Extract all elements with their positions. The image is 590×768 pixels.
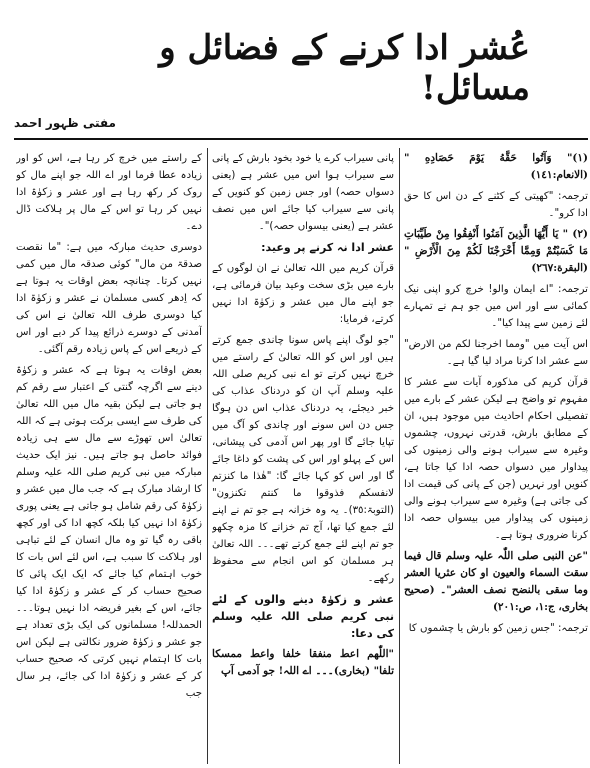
column-right	[404, 150, 588, 762]
column-left	[16, 150, 202, 762]
paragraph: اس آیت میں "ومما اخرجنا لکم من الارض" سے عشر ادا کرنا مراد لیا گیا ہے۔	[404, 339, 588, 367]
verse-1: (١)" وَآتُوا حَقَّهُ يَوْمَ حَصَادِهِ " (الانعام:١٤١)	[404, 152, 588, 181]
header-divider	[14, 138, 588, 140]
article-title: عُشر ادا کرنے کے فضائل و مسائل!	[159, 27, 530, 108]
paragraph: پانی سیراب کرے یا خود بخود بارش کے پانی سے سیراب ہوا اس میں عشر ہے (یعنی دسواں حصہ) اور جس زمین کو کنویں کے پانی سے سیراب کیا جائے اس میں نصف عشر ہے (یعنی بیسواں حصہ)"۔	[212, 153, 394, 232]
hadith: "عن النبی صلی اللّٰہ علیہ وسلم قال فیما سقت السماء والعیون او کان عثریا العشر وما سقی بالنضح نصف العشر"۔ (صحیح بخاری، ج:١، ص:٢٠١)	[404, 550, 588, 613]
section-heading: عشر و زکوٰۃ دینے والوں کے لئے نبی کریم صلی اللہ علیہ وسلم کی دعا:	[212, 593, 394, 640]
translation-3: ترجمہ: "جس زمین کو بارش یا چشموں کا	[408, 623, 588, 634]
quotation: "جو لوگ اپنے پاس سونا چاندی جمع کرتے ہیں اور اس کو اللہ تعالیٰ کے راستے میں خرچ نہیں کرتے تو اے نبی کریم صلی اللہ علیہ وسلم آپ ان کو دردناک عذاب کی خبر دیجئے، یہ دردناک عذاب اس دن ہوگا جس دن اس سونے اور چاندی کو آگ میں تپایا جائے گا اور پھر اس آدمی کی پیشانی، اس کے پہلو اور اس کی پشت کو داغا جائے گا اور اس کو کہا جائے گا: "ھٰذا ما کنزتم لانفسکم فذوقوا ما کنتم تکنزون" (التوبۃ:٣٥)۔ یہ وہ خزانہ ہے جو تم نے اپنے لئے جمع کیا تھا، آج تم خزانے کا مزہ چکھو جو تم اپنے لئے جمع کرتے تھے۔۔۔ اللہ تعالیٰ ہر مسلمان کو اس انجام سے محفوظ رکھے۔	[212, 335, 394, 584]
paragraph: کے راستے میں خرچ کر رہا ہے، اس کو اور زیادہ عطا فرما اور اے اللہ جو اپنے مال کو روک کر رکھ رہا ہے اور عشر و زکوٰۃ ادا نہیں کر رہا تو اس کے مال پر ہلاکت ڈال دے۔	[16, 153, 202, 232]
section-heading: عشر ادا نہ کرنے پر وعید:	[261, 241, 394, 254]
translation-2: ترجمہ: "اے ایمان والو! خرچ کرو اپنی نیک کمائی سے اور اس میں جو ہم نے تمہارے لئے زمین سے پیدا کیا"۔	[404, 284, 588, 329]
column-middle	[212, 150, 394, 762]
verse-2: (٢) " يَا أَيُّهَا الَّذِينَ آمَنُوا أَنْفِقُوا مِنْ طَيِّبَاتِ مَا كَسَبْتُمْ وَمِمَّا أَخْرَجْنَا لَكُمْ مِنَ الْأَرْضِ " (البقرة:٢٦٧)	[404, 228, 588, 274]
paragraph: قرآن کریم میں اللہ تعالیٰ نے ان لوگوں کے بارے میں بڑی سخت وعید بیان فرمائی ہے، جو اپنے مال میں عشر و زکوٰۃ ادا نہیں کرتے، فرمایا:	[212, 263, 394, 325]
column-divider	[399, 148, 400, 764]
author-name: مفتی ظہور احمد	[14, 116, 116, 130]
dua: "اللّٰھم اعط منفقا خلفا واعط ممسکا تلفا" (بخاری)۔۔۔ اے اللہ! جو آدمی آپ	[212, 648, 394, 677]
paragraph: دوسری حدیث مبارکہ میں ہے: "ما نقصت صدقۃ من مال" کوئی صدقہ مال میں کمی نہیں کرتا۔ چنانچہ بعض اوقات یہ ہوتا ہے کہ اِدھر کسی مسلمان نے عشر و زکوٰۃ ادا کیا دوسری طرف اللہ تعالیٰ نے اس کی آمدنی کے دوسرے ذرائع پیدا کر دیے اور اس کے ذریعے اس کے پاس زیادہ رقم آگئی۔	[16, 242, 202, 355]
column-divider	[207, 148, 208, 764]
paragraph: قرآن کریم کی مذکورہ آیات سے عشر کا مفہوم تو واضح ہے لیکن عشر کے بارے میں تفصیلی احکام احادیث میں موجود ہیں، ان کے مطابق بارش، قدرتی نہروں، چشموں وغیرہ سے سیراب ہونے والی زمینوں کی پیداوار میں دسواں حصہ ادا کیا جاتا ہے، کنویں اور نہریں (جن کے پانی کی قیمت ادا کی جاتی ہے) وغیرہ سے سیراب ہونے والی زمینوں کی پیداوار میں بیسواں حصہ ادا کرنا ضروری ہوتا ہے۔	[404, 377, 588, 541]
translation-1: ترجمہ: "کھیتی کے کٹنے کے دن اس کا حق ادا کرو"۔	[404, 191, 588, 219]
paragraph: بعض اوقات یہ ہوتا ہے کہ عشر و زکوٰۃ دینے سے اگرچہ گنتی کے اعتبار سے رقم کم ہو جاتی ہے لیکن بقیہ مال میں اللہ تعالیٰ کی طرف سے ایسی برکت ہوتی ہے کہ اللہ تعالیٰ اس تھوڑے سے مال سے ہی زیادہ فوائد حاصل ہو جاتے ہیں۔ نیز ایک حدیث مبارکہ میں نبی کریم صلی اللہ علیہ وسلم کا ارشاد مبارک ہے کہ جب مال میں عشر و زکوٰۃ کی رقم شامل ہو جاتی ہے یعنی پوری زکوٰۃ ادا نہیں کیا بلکہ کچھ ادا کی اور کچھ باقی رہ گیا تو وہ مال انسان کے لئے تباہی اور ہلاکت کا سبب ہے، اس لئے اس بات کا خوب اہتمام کیا جائے کہ ایک ایک پائی کا صحیح حساب کر کے عشر و زکوٰۃ ادا کیا جائے، اس کے بغیر فریضہ ادا نہیں ہوتا۔۔۔ الحمدللہ! مسلمانوں کی ایک بڑی تعداد ہے جو عشر و زکوٰۃ ضرور نکالتی ہے لیکن اس بات کا اہتمام نہیں کرتی کہ صحیح حساب کر کے عشر و زکوٰۃ ادا کی جائے، ہر سال جب	[16, 365, 202, 699]
